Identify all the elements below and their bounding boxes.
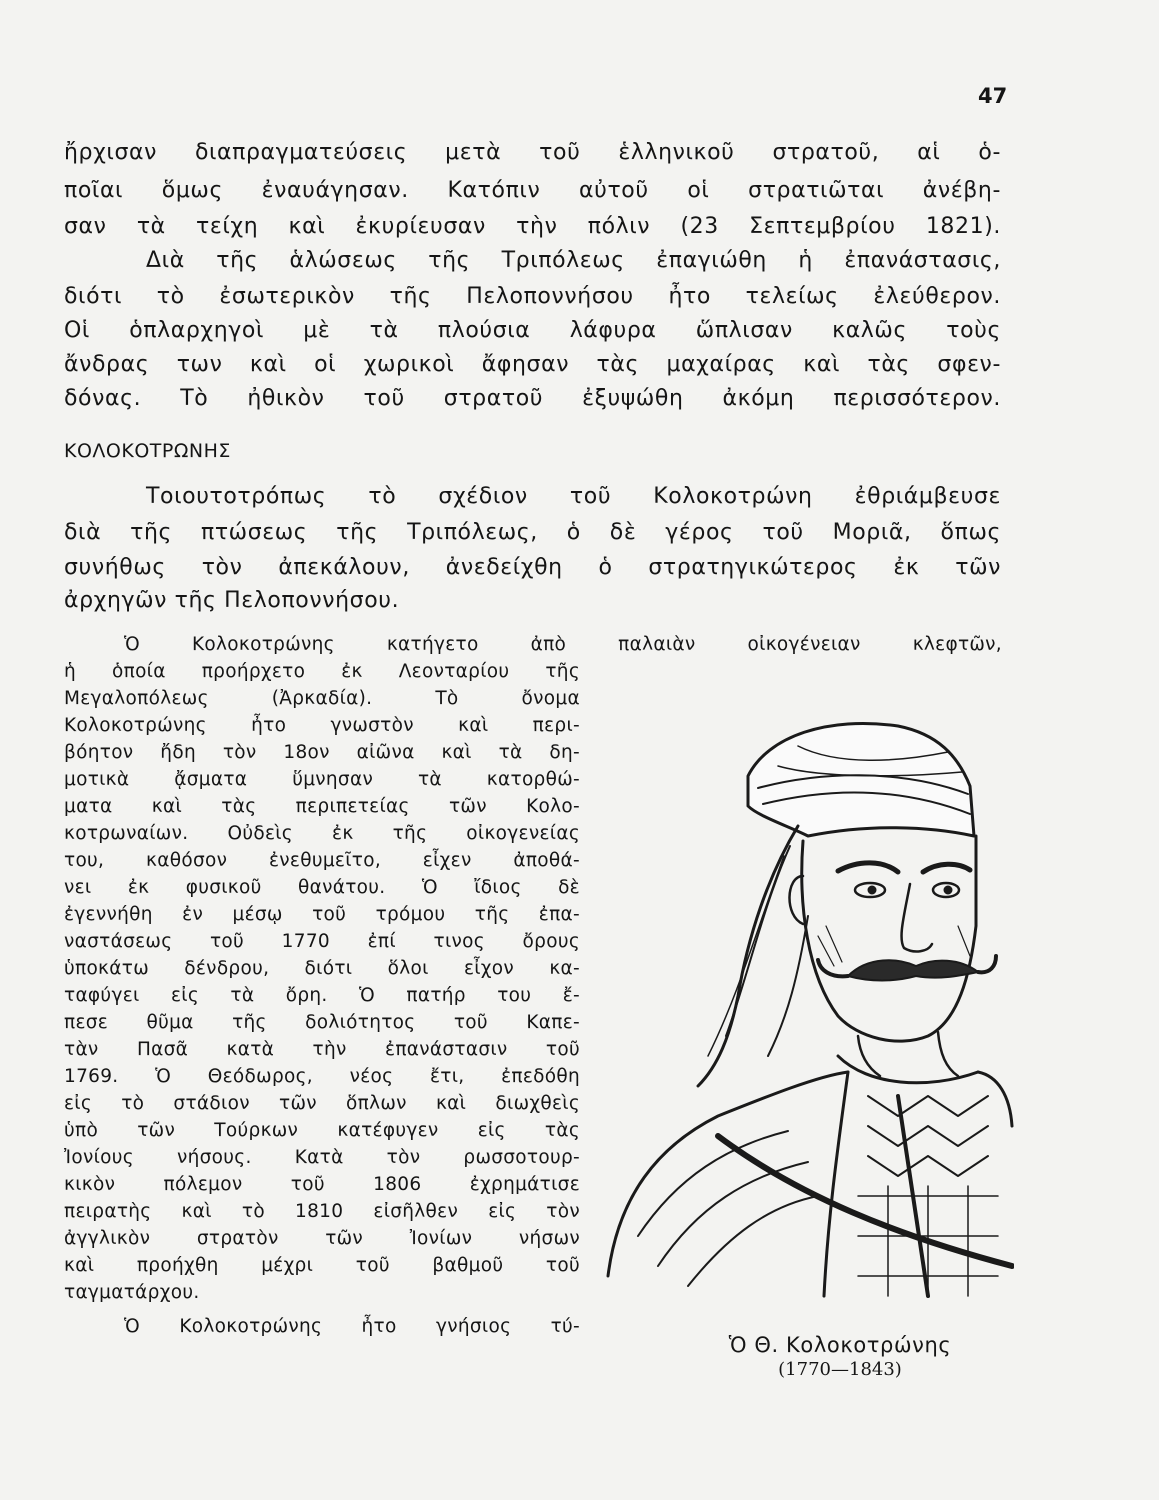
text-line: κοτρωναίων. Οὐδεὶς ἐκ τῆς οἰκογενείας (64, 823, 580, 844)
text-line: Μεγαλοπόλεως (Ἀρκαδία). Τὸ ὄνομα (64, 688, 580, 709)
text-line: του, καθόσον ἐνεθυμεῖτο, εἶχεν ἀποθά- (64, 850, 580, 871)
text-line: εἰς τὸ στάδιον τῶν ὅπλων καὶ διωχθεὶς (64, 1093, 580, 1114)
text-line: πειρατὴς καὶ τὸ 1810 εἰσῆλθεν εἰς τὸν (64, 1201, 580, 1222)
text-line: Διὰ τῆς ἁλώσεως τῆς Τριπόλεως ἐπαγιώθη ἡ ἐπανάστασις, (146, 248, 1001, 273)
figure-caption-dates: (1770—1843) (778, 1359, 902, 1380)
page-number: 47 (978, 84, 1008, 108)
portrait-illustration (598, 676, 1014, 1300)
text-line: Κολοκοτρώνης ἦτο γνωστὸν καὶ περι- (64, 715, 580, 736)
text-line: ἤρχισαν διαπραγματεύσεις μετὰ τοῦ ἑλληνικοῦ στρατοῦ, αἱ ὁ- (64, 140, 1001, 165)
paragraph-5-line: Ὁ Κολοκοτρώνης ἦτο γνήσιος τύ- (124, 1316, 580, 1337)
text-line: ἐγεννήθη ἐν μέσῳ τοῦ τρόμου τῆς ἐπα- (64, 904, 580, 925)
text-line: σαν τὰ τείχη καὶ ἐκυρίευσαν τὴν πόλιν (23 Σεπτεμβρίου 1821). (64, 214, 1001, 239)
figure-caption-name: Ὁ Θ. Κολοκοτρώνης (728, 1333, 952, 1357)
text-line: καὶ προήχθη μέχρι τοῦ βαθμοῦ τοῦ (64, 1255, 580, 1276)
text-line: Τοιουτοτρόπως τὸ σχέδιον τοῦ Κολοκοτρώνη ἐθριάμβευσε (146, 484, 1001, 509)
text-line: βόητον ἤδη τὸν 18ον αἰῶνα καὶ τὰ δη- (64, 742, 580, 763)
text-line: 1769. Ὁ Θεόδωρος, νέος ἔτι, ἐπεδόθη (64, 1066, 580, 1087)
text-line: ναστάσεως τοῦ 1770 ἐπί τινος ὄρους (64, 931, 580, 952)
text-line: ταφύγει εἰς τὰ ὄρη. Ὁ πατήρ του ἔ- (64, 985, 580, 1006)
text-line: ὑπὸ τῶν Τούρκων κατέφυγεν εἰς τὰς (64, 1120, 580, 1141)
text-line: ἡ ὁποία προήρχετο ἐκ Λεονταρίου τῆς (64, 661, 580, 682)
text-line: ταγματάρχου. (64, 1282, 200, 1303)
text-line: τὰν Πασᾶ κατὰ τὴν ἐπανάστασιν τοῦ (64, 1039, 580, 1060)
text-line: Ὁ Κολοκοτρώνης κατήγετο ἀπὸ παλαιὰν οἰκογένειαν κλεφτῶν, (124, 634, 1002, 655)
text-line: διότι τὸ ἐσωτερικὸν τῆς Πελοποννήσου ἦτο τελείως ἐλεύθερον. (64, 284, 1001, 309)
text-line: ἀρχηγῶν τῆς Πελοποννήσου. (64, 588, 400, 613)
text-line: Οἱ ὁπλαρχηγοὶ μὲ τὰ πλούσια λάφυρα ὥπλισαν καλῶς τοὺς (64, 318, 1001, 343)
text-line: συνήθως τὸν ἀπεκάλουν, ἀνεδείχθη ὁ στρατηγικώτερος ἐκ τῶν (64, 555, 1001, 580)
text-line: ματα καὶ τὰς περιπετείας τῶν Κολο- (64, 796, 580, 817)
text-line: ἄνδρας των καὶ οἱ χωρικοὶ ἄφησαν τὰς μαχαίρας καὶ τὰς σφεν- (64, 352, 1001, 377)
text-line: νει ἐκ φυσικοῦ θανάτου. Ὁ ἴδιος δὲ (64, 877, 580, 898)
text-line: ἀγγλικὸν στρατὸν τῶν Ἰονίων νήσων (64, 1228, 580, 1249)
text-line: δόνας. Τὸ ἠθικὸν τοῦ στρατοῦ ἐξυψώθη ἀκόμη περισσότερον. (64, 386, 1001, 411)
text-line: ποῖαι ὅμως ἐναυάγησαν. Κατόπιν αὐτοῦ οἱ στρατιῶται ἀνέβη- (64, 178, 1001, 203)
text-line: ὑποκάτω δένδρου, διότι ὅλοι εἶχον κα- (64, 958, 580, 979)
text-line: Ἰονίους νήσους. Κατὰ τὸν ρωσσοτουρ- (64, 1147, 580, 1168)
text-line: διὰ τῆς πτώσεως τῆς Τριπόλεως, ὁ δὲ γέρος τοῦ Μοριᾶ, ὅπως (64, 520, 1001, 545)
text-line: κικὸν πόλεμον τοῦ 1806 ἐχρημάτισε (64, 1174, 580, 1195)
section-heading: ΚΟΛΟΚΟΤΡΩΝΗΣ (64, 440, 231, 462)
text-line: μοτικὰ ᾄσματα ὕμνησαν τὰ κατορθώ- (64, 769, 580, 790)
text-line: πεσε θῦμα τῆς δολιότητος τοῦ Καπε- (64, 1012, 580, 1033)
